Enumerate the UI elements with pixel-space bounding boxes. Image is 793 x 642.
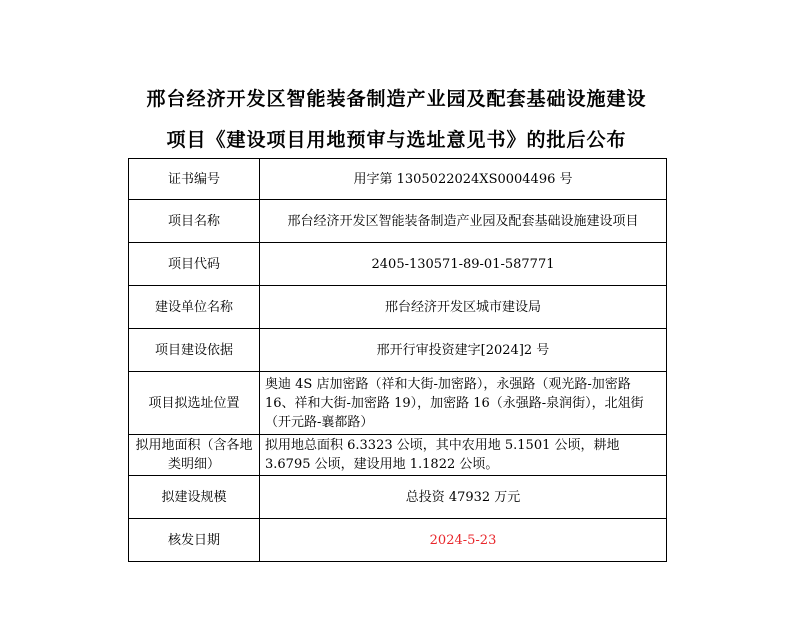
row-value-certificate-number: 用字第 1305022024XS0004496 号 [260, 159, 667, 200]
row-label-land-area: 拟用地面积（含各地类明细） [129, 435, 260, 476]
table-row [129, 519, 667, 562]
row-label-construction-basis: 项目建设依据 [129, 329, 260, 372]
table-row [129, 159, 667, 200]
row-value-construction-unit: 邢台经济开发区城市建设局 [260, 286, 667, 329]
approval-info-table [128, 158, 667, 562]
table-row [129, 286, 667, 329]
row-value-construction-scale: 总投资 47932 万元 [260, 476, 667, 519]
row-value-project-name: 邢台经济开发区智能装备制造产业园及配套基础设施建设项目 [260, 200, 667, 243]
row-value-issue-date: 2024-5-23 [260, 519, 667, 562]
title-line-1: 邢台经济开发区智能装备制造产业园及配套基础设施建设 [146, 88, 647, 110]
row-label-construction-scale: 拟建设规模 [129, 476, 260, 519]
row-label-project-name: 项目名称 [129, 200, 260, 243]
table-row [129, 476, 667, 519]
table-row [129, 200, 667, 243]
table-row [129, 372, 667, 435]
row-label-construction-unit: 建设单位名称 [129, 286, 260, 329]
table-row [129, 243, 667, 286]
row-value-project-code: 2405-130571-89-01-587771 [260, 243, 667, 286]
table-row [129, 329, 667, 372]
row-value-construction-basis: 邢开行审投资建字[2024]2 号 [260, 329, 667, 372]
row-label-certificate-number: 证书编号 [129, 159, 260, 200]
table-row [129, 435, 667, 476]
row-label-issue-date: 核发日期 [129, 519, 260, 562]
row-label-proposed-location: 项目拟选址位置 [129, 372, 260, 435]
row-label-project-code: 项目代码 [129, 243, 260, 286]
row-value-proposed-location: 奥迪 4S 店加密路（祥和大街-加密路），永强路（观光路-加密路 16、祥和大街-加密路 19），加密路 16（永强路-泉润街），北俎街（开元路-襄都路） [260, 372, 667, 435]
title-line-2: 项目《建设项目用地预审与选址意见书》的批后公布 [166, 129, 627, 151]
row-value-land-area: 拟用地总面积 6.3323 公顷，其中农用地 5.1501 公顷，耕地 3.6795 公顷，建设用地 1.1822 公顷。 [260, 435, 667, 476]
